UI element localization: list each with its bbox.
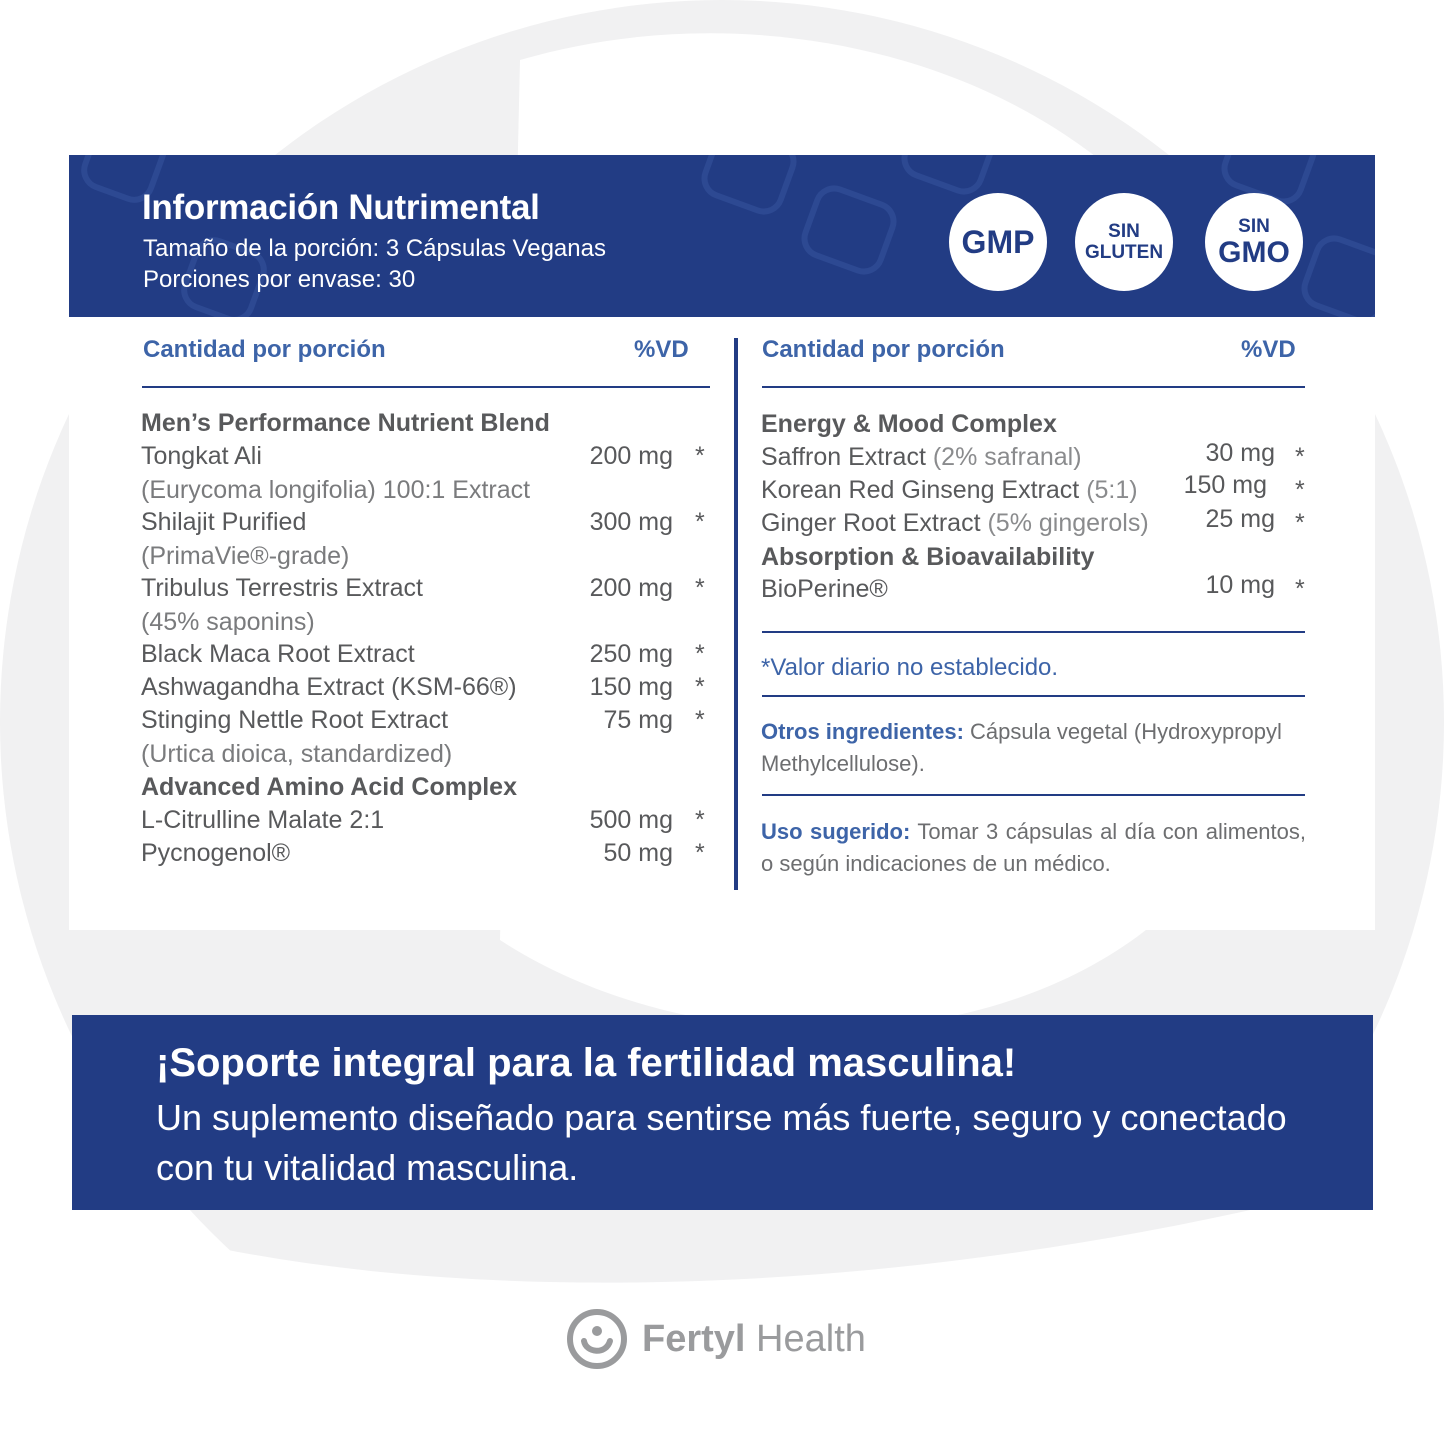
daily-value-note: *Valor diario no establecido. [761,654,1059,681]
left-row-name: Black Maca Root Extract [141,640,415,668]
left-row-amount: 200 mg [589,442,673,470]
left-row-star: * [695,673,705,701]
right-row-detail: (5% gingerols) [987,509,1149,537]
left-row-star: * [695,442,705,470]
other-ingredients-text: Cápsula vegetal (Hydroxypropyl Methylcellulose). [761,719,1282,776]
right-row-star: * [1295,476,1305,504]
left-row-star: * [695,508,705,536]
left-row-amount: 50 mg [603,839,673,867]
right-rule-4 [762,794,1305,796]
gmp-badge-label: GMP [961,224,1035,260]
left-row-name: Tribulus Terrestris Extract [141,574,424,602]
left-column-amount-header: Cantidad por porción [143,336,386,363]
left-row-name: Tongkat Ali [141,442,262,470]
other-ingredients [761,716,1306,780]
left-column-dv-header: %VD [634,336,689,363]
right-row-absorption-title: Absorption & Bioavailability [761,543,1095,571]
banner-text: Un suplemento diseñado para sentirse más fuerte, seguro y conectado con tu vitalidad masculina. [156,1097,1287,1188]
suggested-use-label: Uso sugerido: [761,819,911,844]
right-row-energy-title: Energy & Mood Complex [761,410,1057,438]
left-row-amount: 250 mg [589,640,673,668]
right-row-amount: 10 mg [1205,571,1275,599]
right-row-amount: 25 mg [1205,505,1275,533]
other-ingredients-label: Otros ingredientes: [761,719,964,744]
serving-size: Tamaño de la porción: 3 Cápsulas Veganas [143,235,606,262]
left-column-rule [142,386,710,388]
right-row-name-text: Saffron Extract [761,443,926,471]
right-row-name-text: Ginger Root Extract [761,509,981,537]
left-row-amount: 150 mg [589,673,673,701]
left-row-amount: 300 mg [589,508,673,536]
non-gmo-badge-bottom: GMO [1218,235,1290,269]
non-gmo-badge-top: SIN [1238,215,1270,237]
right-row-name-text: Korean Red Ginseng Extract [761,476,1080,504]
suggested-use [761,816,1306,880]
left-row-star: * [695,640,705,668]
left-row-name: Pycnogenol® [141,839,291,867]
left-row-detail: (Urtica dioica, standardized) [141,740,453,768]
left-row-blend-title: Men’s Performance Nutrient Blend [141,409,550,437]
left-row-detail: (PrimaVie®-grade) [141,542,350,570]
right-row-amount: 30 mg [1205,439,1275,467]
brand-name [642,1318,866,1361]
right-column-amount-header: Cantidad por porción [762,336,1005,363]
gluten-free-badge-top: SIN [1108,221,1140,242]
left-row-name: Ashwagandha Extract (KSM-66®) [141,673,517,701]
left-row-amount: 75 mg [603,706,673,734]
brand-name-light: Health [756,1318,866,1360]
right-row-name [761,443,1082,472]
right-column-dv-header: %VD [1241,336,1296,363]
nutrition-header [69,155,1375,317]
promo-banner [72,1015,1373,1210]
banner-title: ¡Soporte integral para la fertilidad masculina! [156,1041,1017,1085]
left-row-name: L-Citrulline Malate 2:1 [141,806,385,834]
right-row-star: * [1295,443,1305,471]
gmp-badge [949,193,1047,291]
right-row-star: * [1295,509,1305,537]
column-divider [734,338,738,890]
right-rule-2 [762,631,1305,633]
right-row-name: BioPerine® [761,575,888,603]
left-row-name: Stinging Nettle Root Extract [141,706,449,734]
left-row-star: * [695,839,705,867]
right-row-detail: (5:1) [1086,476,1138,504]
right-rule-3 [762,695,1305,697]
brand-name-bold: Fertyl [642,1318,746,1360]
right-row-name [761,476,1138,505]
right-row-name [761,509,1149,538]
right-row-amount: 150 mg [1183,471,1267,499]
gluten-free-badge-bottom: GLUTEN [1084,242,1164,263]
left-row-amount: 500 mg [589,806,673,834]
left-row-star: * [695,574,705,602]
servings-per-container: Porciones por envase: 30 [143,266,416,293]
left-row-star: * [695,806,705,834]
left-row-name: Shilajit Purified [141,508,307,536]
right-row-star: * [1295,575,1305,603]
right-row-detail: (2% safranal) [932,443,1082,471]
left-row-detail: (Eurycoma longifolia) 100:1 Extract [141,476,531,504]
gluten-free-badge [1075,193,1173,291]
left-row-detail: (45% saponins) [141,608,315,636]
left-row-amount: 200 mg [589,574,673,602]
fertyl-logo-icon [566,1308,628,1370]
non-gmo-badge [1205,193,1303,291]
left-row-star: * [695,706,705,734]
nutrition-facts-panel [69,155,1375,930]
suggested-use-text: Tomar 3 cápsulas al día con alimentos, o según indicaciones de un médico. [761,819,1306,876]
right-column-rule [762,386,1305,388]
panel-title: Información Nutrimental [142,188,540,227]
left-row-amino-title: Advanced Amino Acid Complex [141,773,517,801]
